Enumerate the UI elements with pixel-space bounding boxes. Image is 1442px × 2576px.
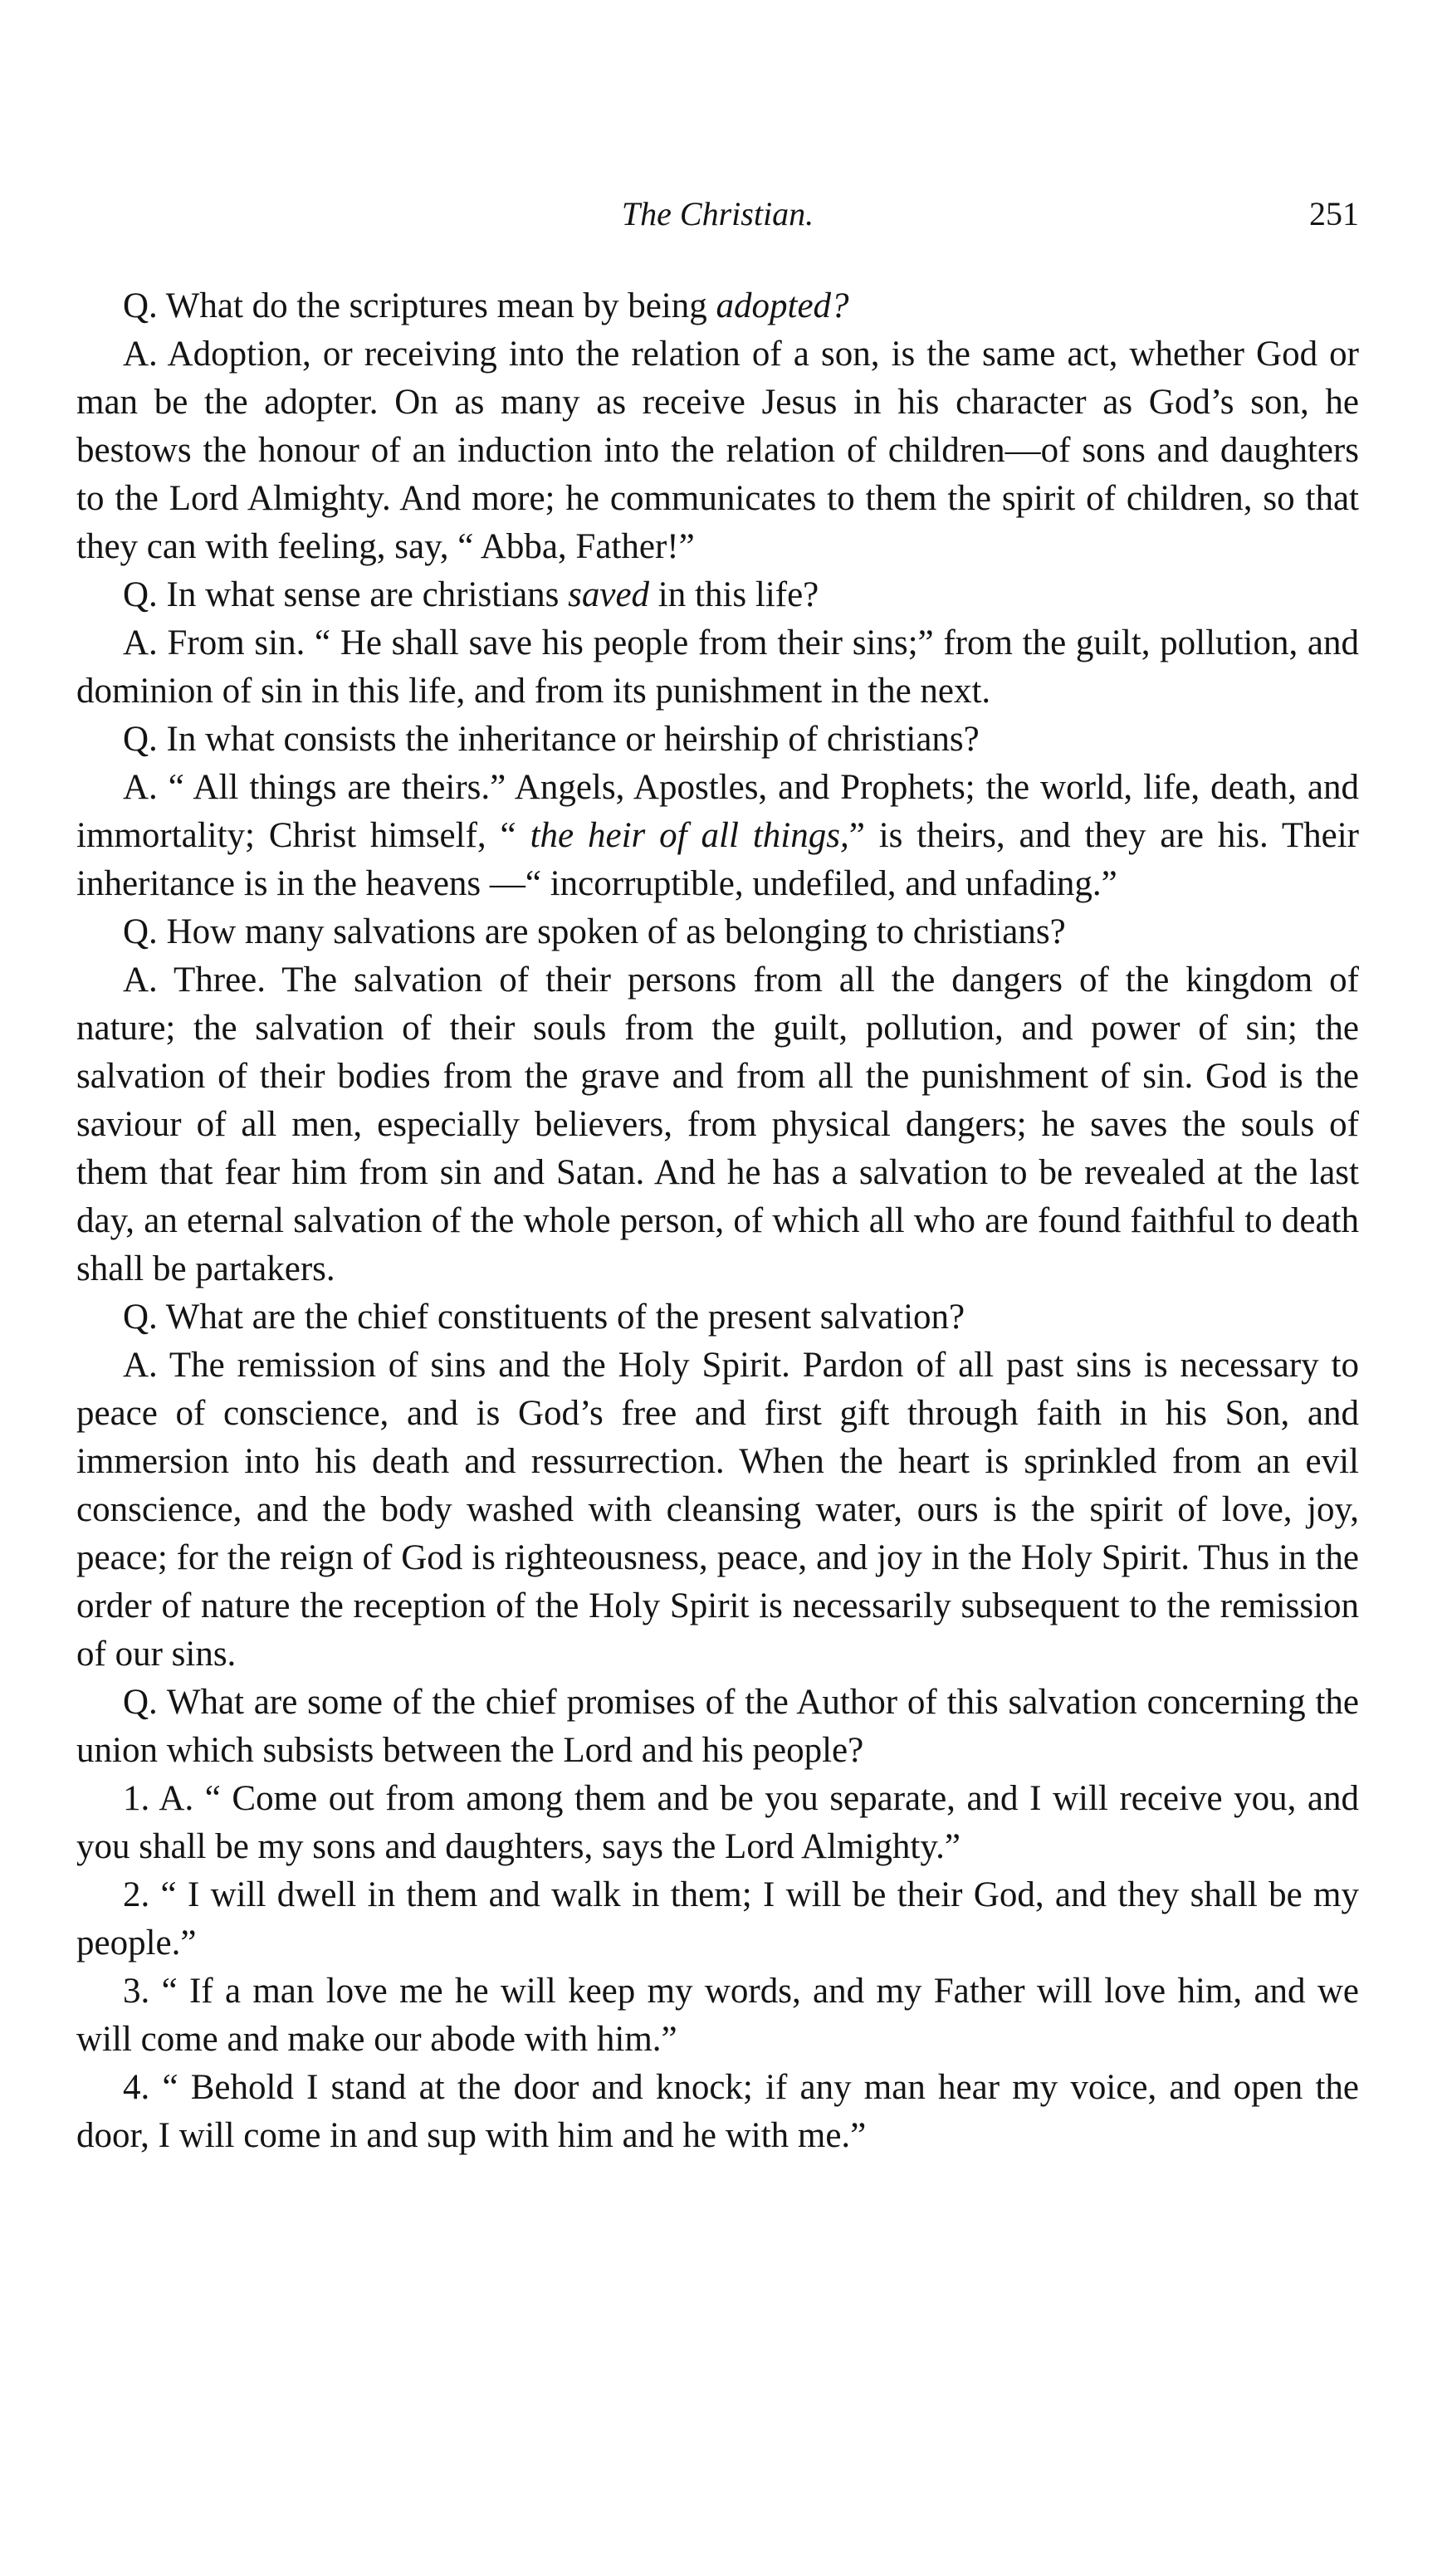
paragraph (76, 1871, 1359, 1967)
text-run: Q. In what sense are christians (123, 575, 569, 614)
paragraph (76, 619, 1359, 716)
paragraph (76, 571, 1359, 619)
page-number: 251 (1309, 195, 1359, 232)
text-run: in this life? (649, 575, 819, 614)
paragraph (76, 764, 1359, 908)
paragraph (76, 716, 1359, 764)
text-run: 4. “ Behold I stand at the door and knock; if any man hear my voice, and open the door, I will come in and sup with him and he with me.” (76, 2068, 1359, 2155)
paragraph (76, 1293, 1359, 1342)
text-run: Q. What are the chief constituents of the present salvation? (123, 1298, 965, 1337)
italic-text: the heir of all things, (530, 816, 849, 855)
paragraph (76, 330, 1359, 571)
paragraph (76, 1679, 1359, 1775)
text-run: A. “ All things are theirs.” Angels, Apostles, and Prophets; the world, life, death, and immortality; Christ himself, “ (76, 768, 1359, 855)
running-head (76, 189, 1359, 239)
running-title: The Christian. (621, 195, 814, 232)
text-run: ” is theirs, and they are his. Their inheritance is in the heavens —“ incorruptible, undefiled, and unfading.” (76, 816, 1359, 903)
paragraph (76, 1967, 1359, 2064)
text-run: Q. What do the scriptures mean by being (123, 286, 716, 325)
paragraph (76, 2064, 1359, 2160)
text-run: 1. A. “ Come out from among them and be you separate, and I will receive you, and you shall be my sons and daughters, says the Lord Almighty.” (76, 1779, 1359, 1866)
text-run: Q. How many salvations are spoken of as belonging to christians? (123, 912, 1066, 951)
paragraph (76, 908, 1359, 956)
text-run: Q. What are some of the chief promises of the Author of this salvation concerning the union which subsists between the Lord and his people? (76, 1683, 1359, 1770)
paragraph (76, 956, 1359, 1293)
text-run: 3. “ If a man love me he will keep my words, and my Father will love him, and we will come and make our abode with him.” (76, 1972, 1359, 2059)
text-run: A. Adoption, or receiving into the relation of a son, is the same act, whether God or man be the adopter. On as many as receive Jesus in his character as God’s son, he bestows the honour of an induction into the relation of children—of sons and daughters to the Lord Almighty. And more; he communicates to them the spirit of children, so that they can with feeling, say, “ Abba, Father!” (76, 335, 1359, 566)
text-run: A. From sin. “ He shall save his people from their sins;” from the guilt, pollution, and dominion of sin in this life, and from its punishment in the next. (76, 623, 1359, 711)
paragraph (76, 282, 1359, 330)
body-text (76, 282, 1359, 2160)
paragraph (76, 1775, 1359, 1871)
text-run: 2. “ I will dwell in them and walk in them; I will be their God, and they shall be my people.” (76, 1875, 1359, 1963)
text-run: A. Three. The salvation of their persons from all the dangers of the kingdom of nature; the salvation of their souls from the guilt, pollution, and power of sin; the salvation of their bodies from the grave and from all the punishment of sin. God is the saviour of all men, especially believers, from physical dangers; he saves the souls of them that fear him from sin and Satan. And he has a salvation to be revealed at the last day, an eternal salvation of the whole person, of which all who are found faithful to death shall be partakers. (76, 961, 1359, 1288)
text-run: Q. In what consists the inheritance or heirship of christians? (123, 720, 980, 759)
text-run: A. The remission of sins and the Holy Spirit. Pardon of all past sins is necessary to peace of conscience, and is God’s free and first gift through faith in his Son, and immersion into his death and ressurrection. When the heart is sprinkled from an evil conscience, and the body washed with cleansing water, ours is the spirit of love, joy, peace; for the reign of God is righteousness, peace, and joy in the Holy Spirit. Thus in the order of nature the reception of the Holy Spirit is necessarily subsequent to the remission of our sins. (76, 1346, 1359, 1674)
italic-text: adopted? (716, 286, 849, 325)
italic-text: saved (568, 575, 650, 614)
paragraph (76, 1342, 1359, 1679)
